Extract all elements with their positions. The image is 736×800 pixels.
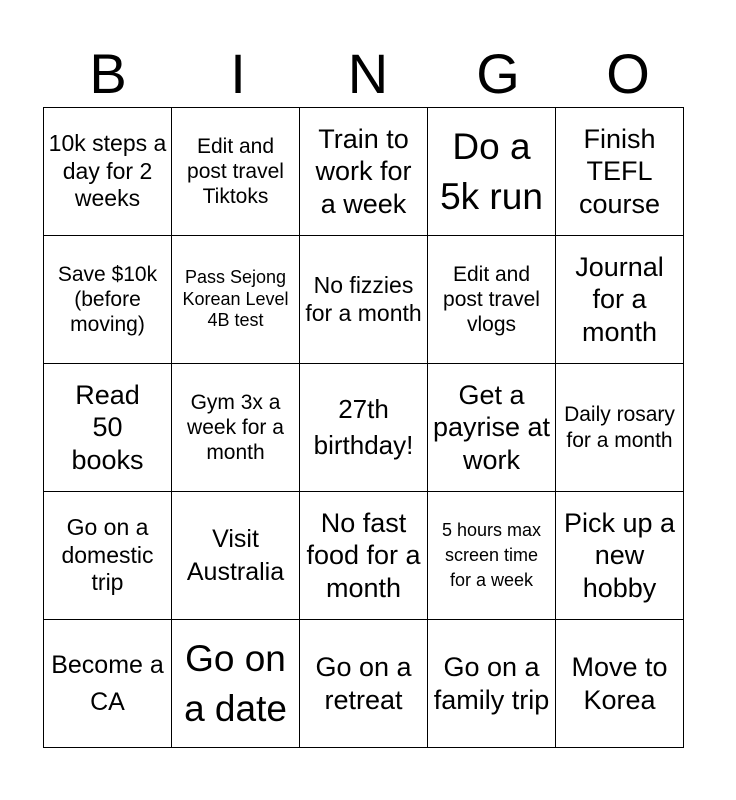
cell-text: Pick up a new hobby [563,507,676,603]
cell-text: Go on a family trip [433,652,550,715]
bingo-cell[interactable] [556,492,684,620]
bingo-cell[interactable] [556,236,684,364]
cell-text: Finish TEFL course [578,123,661,219]
header-letter-n: N [347,42,389,105]
bingo-row-1 [44,108,684,236]
cell-text: Pass Sejong Korean Level 4B test [182,267,289,331]
cell-text: 5 hours max screen time for a week [441,519,542,591]
bingo-cell[interactable] [556,108,684,236]
bingo-cell[interactable] [428,364,556,492]
bingo-cell[interactable] [556,620,684,748]
bingo-cell[interactable] [428,620,556,748]
cell-text: Visit Australia [186,525,285,586]
cell-text: 27th birthday! [313,394,414,460]
bingo-grid [43,107,684,748]
bingo-header [43,40,693,108]
cell-text: Journal for a month [575,251,664,347]
cell-text: Train to work for a week [315,123,412,219]
cell-text: Get a payrise at work [432,379,551,475]
cell-text: No fast food for a month [306,507,421,603]
bingo-cell[interactable] [428,492,556,620]
bingo-cell[interactable] [300,492,428,620]
bingo-cell[interactable] [300,108,428,236]
bingo-cell[interactable] [172,492,300,620]
bingo-row-4 [44,492,684,620]
bingo-cell[interactable] [44,492,172,620]
bingo-cell[interactable] [44,108,172,236]
header-letter-o: O [606,42,650,105]
bingo-row-5 [44,620,684,748]
cell-text: Daily rosary for a month [564,403,675,452]
bingo-cell[interactable] [44,364,172,492]
cell-text: Gym 3x a week for a month [187,390,284,465]
bingo-cell[interactable] [172,236,300,364]
cell-text: Become a CA [51,651,164,716]
bingo-cell[interactable] [556,364,684,492]
cell-text: Go on a date [184,637,287,729]
bingo-cell[interactable] [428,108,556,236]
cell-text: Edit and post travel vlogs [443,262,540,337]
cell-text: Read 50 books [71,379,144,475]
cell-text: Edit and post travel Tiktoks [187,134,284,209]
bingo-cell[interactable] [172,108,300,236]
header-letter-g: G [476,42,520,105]
bingo-row-2 [44,236,684,364]
header-letter-b: B [89,42,127,105]
cell-text: Move to Korea [571,652,668,715]
bingo-cell[interactable] [172,364,300,492]
bingo-cell[interactable] [300,364,428,492]
header-letter-i: I [230,42,246,105]
bingo-row-3 [44,364,684,492]
bingo-cell[interactable] [44,236,172,364]
cell-text: Save $10k (before moving) [57,262,158,337]
cell-text: Do a 5k run [440,125,543,217]
bingo-cell[interactable] [172,620,300,748]
bingo-cell[interactable] [300,620,428,748]
cell-text: 10k steps a day for 2 weeks [48,130,167,212]
cell-text: Go on a domestic trip [61,514,154,596]
cell-text: No fizzies for a month [305,271,422,326]
cell-text: Go on a retreat [315,652,412,715]
bingo-cell[interactable] [44,620,172,748]
bingo-cell[interactable] [428,236,556,364]
bingo-cell[interactable] [300,236,428,364]
